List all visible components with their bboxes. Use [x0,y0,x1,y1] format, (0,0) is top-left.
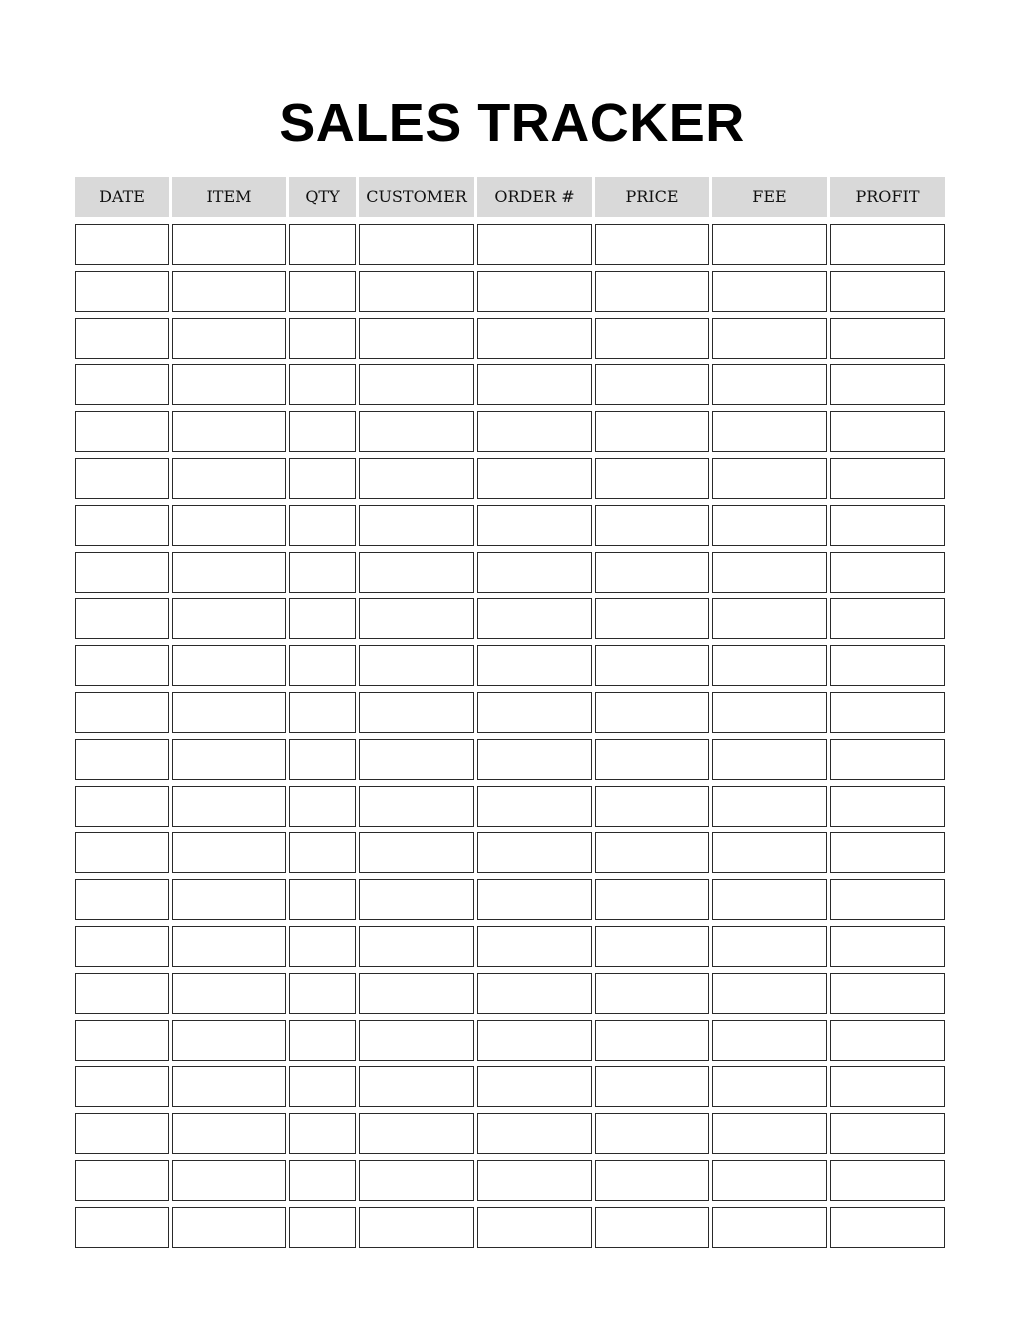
entry-cell-price[interactable] [595,739,709,780]
entry-cell-profit[interactable] [830,224,945,265]
table-row [75,271,945,315]
entry-cell-order[interactable] [477,598,592,639]
entry-cell-price[interactable] [595,598,709,639]
entry-cell-qty[interactable] [289,645,356,686]
entry-cell-item[interactable] [172,739,286,780]
entry-cell-price[interactable] [595,318,709,359]
entry-cell-date[interactable] [75,505,169,546]
entry-cell-qty[interactable] [289,318,356,359]
entry-cell-item[interactable] [172,692,286,733]
entry-cell-date[interactable] [75,1113,169,1154]
entry-cell-date[interactable] [75,458,169,499]
entry-cell-date[interactable] [75,364,169,405]
entry-cell-customer[interactable] [359,1020,474,1061]
table-row [75,1113,945,1157]
entry-cell-profit[interactable] [830,832,945,873]
column-header-item: ITEM [172,177,286,217]
entry-cell-customer[interactable] [359,552,474,593]
table-row [75,832,945,876]
entry-cell-item[interactable] [172,926,286,967]
entry-cell-qty[interactable] [289,224,356,265]
entry-cell-fee[interactable] [712,271,827,312]
entry-cell-date[interactable] [75,1160,169,1201]
entry-cell-item[interactable] [172,224,286,265]
entry-cell-fee[interactable] [712,364,827,405]
table-row [75,505,945,549]
entry-cell-fee[interactable] [712,1160,827,1201]
column-header-fee: FEE [712,177,827,217]
entry-cell-order[interactable] [477,692,592,733]
entry-cell-customer[interactable] [359,926,474,967]
entry-cell-qty[interactable] [289,598,356,639]
table-row [75,411,945,455]
entry-cell-date[interactable] [75,1207,169,1248]
page-title: SALES TRACKER [279,93,745,153]
entry-cell-customer[interactable] [359,271,474,312]
entry-cell-fee[interactable] [712,973,827,1014]
entry-cell-order[interactable] [477,1066,592,1107]
entry-cell-price[interactable] [595,1113,709,1154]
entry-cell-date[interactable] [75,411,169,452]
entry-cell-customer[interactable] [359,645,474,686]
entry-cell-fee[interactable] [712,786,827,827]
entry-cell-fee[interactable] [712,598,827,639]
entry-cell-order[interactable] [477,1113,592,1154]
table-row [75,1207,945,1251]
entry-cell-price[interactable] [595,458,709,499]
column-header-price: PRICE [595,177,709,217]
entry-cell-item[interactable] [172,1160,286,1201]
entry-cell-date[interactable] [75,598,169,639]
table-row [75,318,945,362]
table-row [75,1066,945,1110]
table-header-row [75,177,945,217]
table-row [75,224,945,268]
entry-cell-order[interactable] [477,364,592,405]
entry-cell-qty[interactable] [289,364,356,405]
entry-cell-price[interactable] [595,832,709,873]
column-header-profit: PROFIT [830,177,945,217]
entry-cell-price[interactable] [595,224,709,265]
entry-cell-item[interactable] [172,1207,286,1248]
entry-cell-customer[interactable] [359,1113,474,1154]
entry-cell-date[interactable] [75,879,169,920]
entry-cell-date[interactable] [75,224,169,265]
table-row [75,786,945,830]
entry-cell-date[interactable] [75,645,169,686]
entry-cell-qty[interactable] [289,1020,356,1061]
entry-cell-item[interactable] [172,552,286,593]
entry-cell-profit[interactable] [830,1113,945,1154]
table-row [75,926,945,970]
entry-cell-customer[interactable] [359,786,474,827]
entry-cell-customer[interactable] [359,1207,474,1248]
table-row [75,1020,945,1064]
entry-cell-qty[interactable] [289,411,356,452]
entry-cell-fee[interactable] [712,645,827,686]
entry-cell-qty[interactable] [289,271,356,312]
entry-cell-qty[interactable] [289,1066,356,1107]
entry-cell-customer[interactable] [359,505,474,546]
entry-cell-customer[interactable] [359,364,474,405]
entry-cell-qty[interactable] [289,1160,356,1201]
entry-cell-fee[interactable] [712,318,827,359]
column-header-qty: QTY [289,177,356,217]
entry-cell-profit[interactable] [830,926,945,967]
entry-cell-order[interactable] [477,786,592,827]
entry-cell-profit[interactable] [830,1020,945,1061]
entry-cell-order[interactable] [477,505,592,546]
entry-cell-date[interactable] [75,973,169,1014]
table-row [75,552,945,596]
entry-cell-price[interactable] [595,645,709,686]
entry-cell-fee[interactable] [712,832,827,873]
table-row [75,973,945,1017]
entry-cell-profit[interactable] [830,411,945,452]
entry-cell-price[interactable] [595,786,709,827]
entry-cell-fee[interactable] [712,224,827,265]
entry-cell-price[interactable] [595,973,709,1014]
entry-cell-customer[interactable] [359,973,474,1014]
entry-cell-profit[interactable] [830,692,945,733]
entry-cell-fee[interactable] [712,1066,827,1107]
entry-cell-date[interactable] [75,832,169,873]
entry-cell-price[interactable] [595,926,709,967]
entry-cell-order[interactable] [477,271,592,312]
table-row [75,1160,945,1204]
entry-cell-profit[interactable] [830,645,945,686]
entry-cell-item[interactable] [172,832,286,873]
entry-cell-order[interactable] [477,224,592,265]
entry-cell-order[interactable] [477,1160,592,1201]
entry-cell-item[interactable] [172,318,286,359]
entry-cell-profit[interactable] [830,786,945,827]
entry-cell-order[interactable] [477,1207,592,1248]
entry-cell-profit[interactable] [830,1207,945,1248]
entry-cell-fee[interactable] [712,1207,827,1248]
entry-cell-customer[interactable] [359,318,474,359]
entry-cell-date[interactable] [75,271,169,312]
column-header-order: ORDER # [477,177,592,217]
entry-cell-item[interactable] [172,786,286,827]
entry-cell-price[interactable] [595,1207,709,1248]
entry-cell-price[interactable] [595,1066,709,1107]
sales-tracker-table [75,177,945,217]
entry-cell-order[interactable] [477,318,592,359]
entry-cell-profit[interactable] [830,879,945,920]
entry-cell-profit[interactable] [830,458,945,499]
entry-cell-profit[interactable] [830,552,945,593]
entry-cell-fee[interactable] [712,1020,827,1061]
entry-cell-customer[interactable] [359,832,474,873]
entry-cell-item[interactable] [172,505,286,546]
entry-cell-fee[interactable] [712,692,827,733]
entry-cell-date[interactable] [75,552,169,593]
entry-cell-fee[interactable] [712,926,827,967]
entry-cell-customer[interactable] [359,879,474,920]
entry-cell-profit[interactable] [830,739,945,780]
entry-cell-date[interactable] [75,786,169,827]
entry-cell-price[interactable] [595,1160,709,1201]
entry-cell-item[interactable] [172,411,286,452]
entry-cell-item[interactable] [172,364,286,405]
entry-cell-order[interactable] [477,645,592,686]
entry-cell-profit[interactable] [830,271,945,312]
table-row [75,364,945,408]
entry-cell-customer[interactable] [359,739,474,780]
entry-cell-qty[interactable] [289,552,356,593]
entry-cell-qty[interactable] [289,879,356,920]
entry-cell-order[interactable] [477,458,592,499]
entry-cell-item[interactable] [172,458,286,499]
entry-cell-item[interactable] [172,598,286,639]
entry-cell-profit[interactable] [830,364,945,405]
entry-cell-fee[interactable] [712,411,827,452]
entry-cell-profit[interactable] [830,598,945,639]
entry-cell-price[interactable] [595,271,709,312]
table-row [75,879,945,923]
entry-cell-date[interactable] [75,1020,169,1061]
entry-cell-item[interactable] [172,1066,286,1107]
entry-cell-qty[interactable] [289,1207,356,1248]
entry-cell-customer[interactable] [359,458,474,499]
entry-cell-profit[interactable] [830,318,945,359]
entry-cell-qty[interactable] [289,1113,356,1154]
table-row [75,645,945,689]
entry-cell-qty[interactable] [289,692,356,733]
entry-cell-date[interactable] [75,318,169,359]
entry-cell-item[interactable] [172,1020,286,1061]
entry-cell-customer[interactable] [359,224,474,265]
entry-cell-price[interactable] [595,879,709,920]
entry-cell-order[interactable] [477,832,592,873]
entry-cell-customer[interactable] [359,411,474,452]
entry-cell-customer[interactable] [359,1066,474,1107]
entry-cell-qty[interactable] [289,505,356,546]
entry-cell-qty[interactable] [289,926,356,967]
entry-cell-price[interactable] [595,1020,709,1061]
entry-cell-fee[interactable] [712,505,827,546]
entry-cell-fee[interactable] [712,879,827,920]
entry-cell-customer[interactable] [359,598,474,639]
entry-cell-price[interactable] [595,505,709,546]
entry-cell-item[interactable] [172,1113,286,1154]
entry-cell-order[interactable] [477,411,592,452]
entry-cell-order[interactable] [477,739,592,780]
table-row [75,458,945,502]
table-row [75,598,945,642]
entry-cell-order[interactable] [477,552,592,593]
entry-cell-profit[interactable] [830,505,945,546]
entry-cell-qty[interactable] [289,832,356,873]
entry-cell-date[interactable] [75,739,169,780]
entry-cell-price[interactable] [595,552,709,593]
entry-cell-customer[interactable] [359,1160,474,1201]
entry-cell-customer[interactable] [359,692,474,733]
column-header-customer: CUSTOMER [359,177,474,217]
entry-cell-order[interactable] [477,879,592,920]
entry-cell-date[interactable] [75,692,169,733]
entry-cell-profit[interactable] [830,1160,945,1201]
column-header-date: DATE [75,177,169,217]
entry-cell-item[interactable] [172,973,286,1014]
entry-cell-price[interactable] [595,692,709,733]
entry-cell-fee[interactable] [712,552,827,593]
entry-cell-qty[interactable] [289,739,356,780]
entry-cell-qty[interactable] [289,786,356,827]
entry-cell-price[interactable] [595,364,709,405]
table-row [75,692,945,736]
entry-cell-item[interactable] [172,645,286,686]
entry-cell-order[interactable] [477,973,592,1014]
entry-cell-item[interactable] [172,879,286,920]
entry-cell-qty[interactable] [289,973,356,1014]
entry-cell-item[interactable] [172,271,286,312]
entry-cell-fee[interactable] [712,1113,827,1154]
entry-cell-date[interactable] [75,1066,169,1107]
entry-cell-qty[interactable] [289,458,356,499]
entry-cell-date[interactable] [75,926,169,967]
entry-cell-fee[interactable] [712,739,827,780]
table-row [75,739,945,783]
entry-cell-order[interactable] [477,926,592,967]
entry-cell-price[interactable] [595,411,709,452]
entry-cell-profit[interactable] [830,1066,945,1107]
entry-cell-order[interactable] [477,1020,592,1061]
entry-cell-profit[interactable] [830,973,945,1014]
entry-cell-fee[interactable] [712,458,827,499]
